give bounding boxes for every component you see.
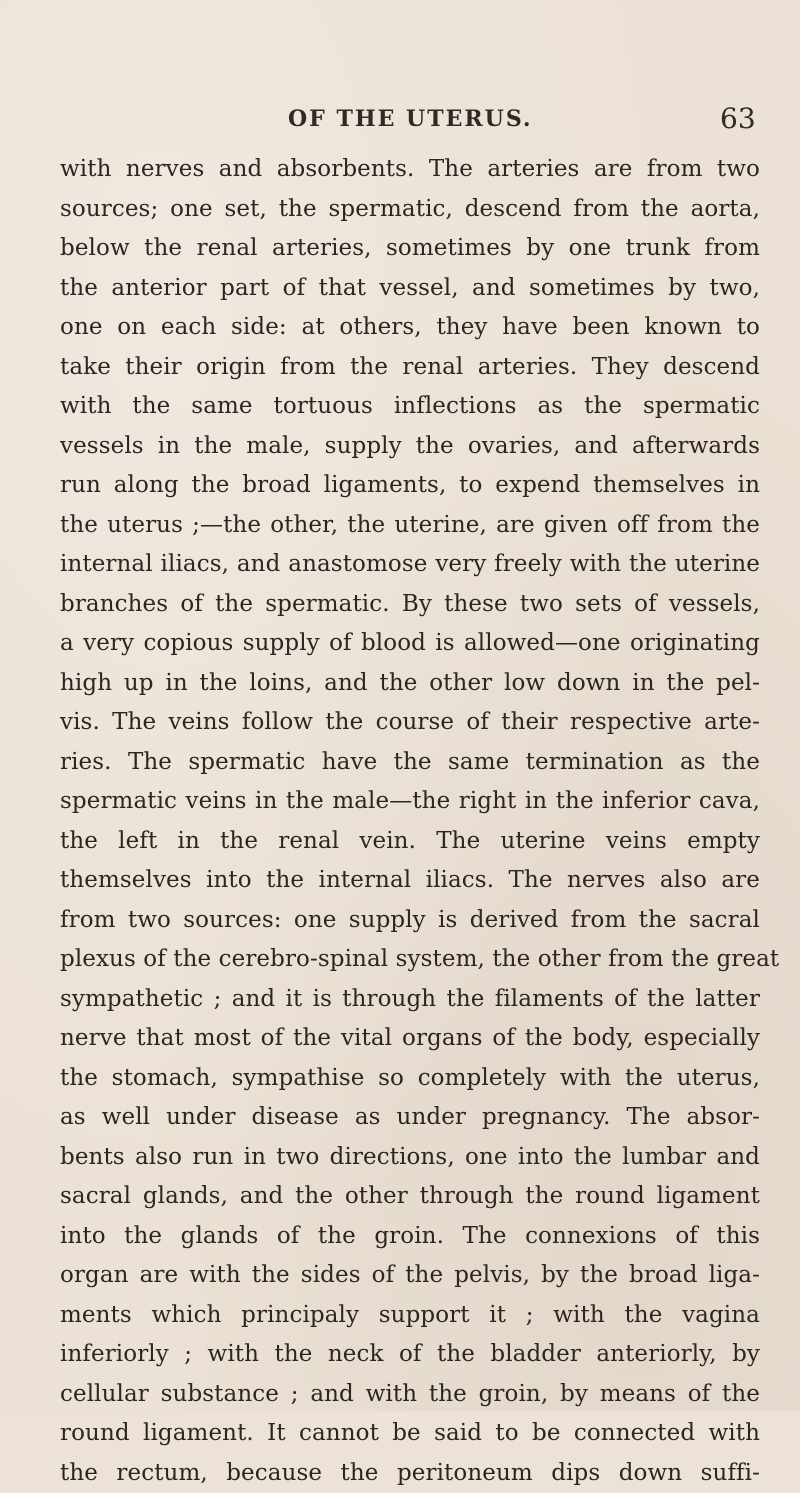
text-line: one on each side: at others, they have been known to [60, 308, 760, 348]
text-line: sacral glands, and the other through the round ligament [60, 1177, 760, 1217]
running-head [0, 106, 800, 146]
text-line: cellular substance ; and with the groin, by means of the [60, 1375, 760, 1415]
text-line: take their origin from the renal arteries. They descend [60, 348, 760, 388]
text-line: as well under disease as under pregnancy. The absor- [60, 1098, 760, 1138]
text-line: organ are with the sides of the pelvis, by the broad liga- [60, 1256, 760, 1296]
text-line: vessels in the male, supply the ovaries, and afterwards [60, 427, 760, 467]
text-line: the rectum, because the peritoneum dips down suffi- [60, 1454, 760, 1493]
text-line: the stomach, sympathise so completely with the uterus, [60, 1059, 760, 1099]
text-line: sources; one set, the spermatic, descend from the aorta, [60, 190, 760, 230]
text-line: ries. The spermatic have the same termination as the [60, 743, 760, 783]
text-line: vis. The veins follow the course of their respective arte- [60, 703, 760, 743]
text-line: into the glands of the groin. The connexions of this [60, 1217, 760, 1257]
text-line: nerve that most of the vital organs of the body, especially [60, 1019, 760, 1059]
text-line: with the same tortuous inflections as the spermatic [60, 387, 760, 427]
text-line: ments which principaly support it ; with the vagina [60, 1296, 760, 1336]
body-text [60, 150, 760, 1493]
text-line: round ligament. It cannot be said to be connected with [60, 1414, 760, 1454]
text-line: bents also run in two directions, one into the lumbar and [60, 1138, 760, 1178]
text-line: branches of the spermatic. By these two sets of vessels, [60, 585, 760, 625]
text-line: high up in the loins, and the other low down in the pel- [60, 664, 760, 704]
page-number: 63 [720, 102, 756, 135]
text-line: below the renal arteries, sometimes by one trunk from [60, 229, 760, 269]
text-line: a very copious supply of blood is allowed—one originating [60, 624, 760, 664]
text-line: from two sources: one supply is derived from the sacral [60, 901, 760, 941]
text-line: with nerves and absorbents. The arteries are from two [60, 150, 760, 190]
text-line: spermatic veins in the male—the right in the inferior cava, [60, 782, 760, 822]
text-line: the anterior part of that vessel, and sometimes by two, [60, 269, 760, 309]
text-line: the left in the renal vein. The uterine veins empty [60, 822, 760, 862]
text-line: plexus of the cerebro-spinal system, the other from the great [60, 940, 760, 980]
text-line: themselves into the internal iliacs. The nerves also are [60, 861, 760, 901]
text-line: inferiorly ; with the neck of the bladder anteriorly, by [60, 1335, 760, 1375]
text-line: run along the broad ligaments, to expend themselves in [60, 466, 760, 506]
text-line: sympathetic ; and it is through the filaments of the latter [60, 980, 760, 1020]
text-line: the uterus ;—the other, the uterine, are given off from the [60, 506, 760, 546]
text-line: internal iliacs, and anastomose very freely with the uterine [60, 545, 760, 585]
running-title: OF THE UTERUS. [288, 106, 533, 132]
